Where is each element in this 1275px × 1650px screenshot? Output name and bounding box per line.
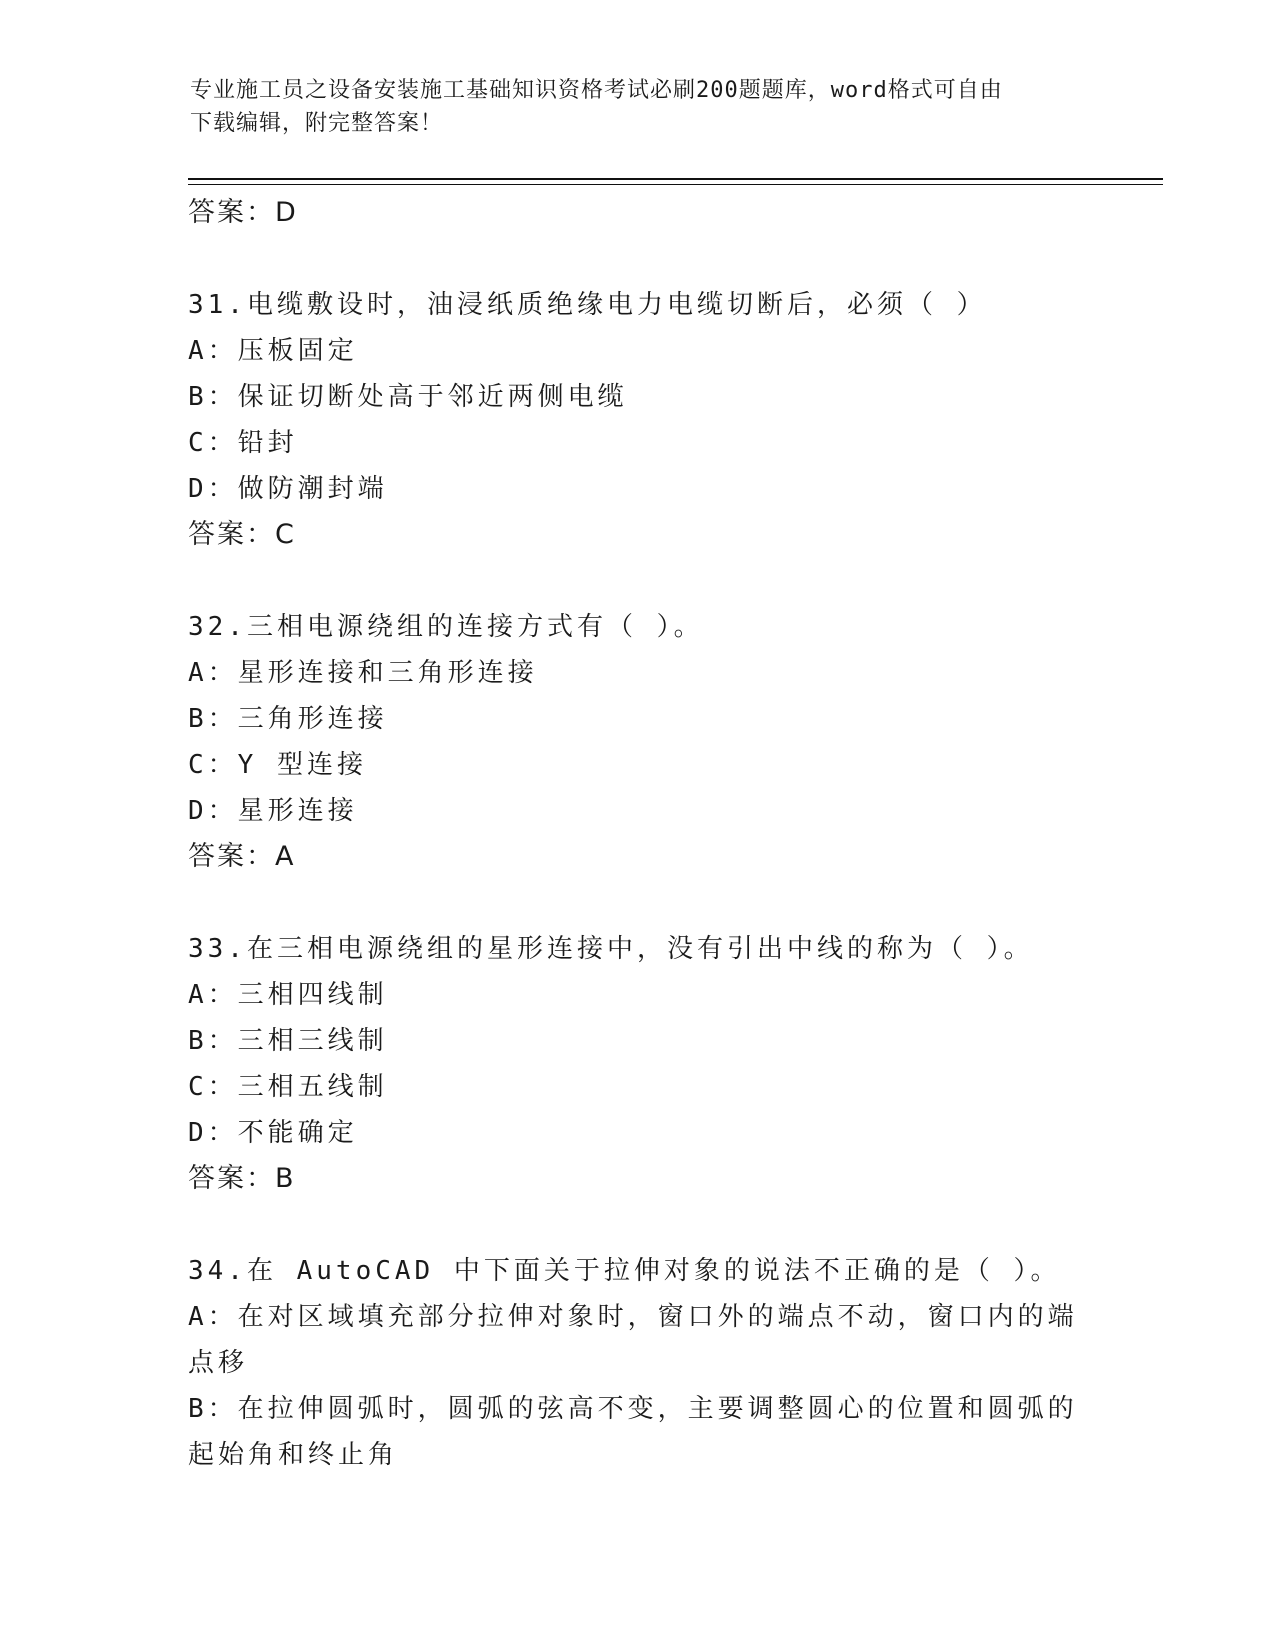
header-line-1: 专业施工员之设备安装施工基础知识资格考试必刷200题题库，word格式可自由 (190, 78, 1003, 103)
question-stem: 31.电缆敷设时，油浸纸质绝缘电力电缆切断后，必须（ ） (188, 290, 987, 320)
answer-line: 答案：A (188, 841, 296, 872)
option-b: B：三角形连接 (188, 704, 388, 734)
header-rule-thick (188, 178, 1163, 180)
option-b: B：三相三线制 (188, 1026, 388, 1056)
option-b: B：保证切断处高于邻近两侧电缆 (188, 382, 628, 412)
answer-line: 答案：B (188, 1163, 296, 1194)
option-a: A：星形连接和三角形连接 (188, 658, 538, 688)
option-a: A：三相四线制 (188, 980, 388, 1010)
document-body (188, 190, 1088, 1478)
answer-line: 答案：C (188, 519, 296, 550)
question-block-31 (188, 282, 1088, 558)
option-b: B：在拉伸圆弧时，圆弧的弦高不变，主要调整圆心的位置和圆弧的起始角和终止角 (188, 1394, 1078, 1470)
option-c: C：三相五线制 (188, 1072, 388, 1102)
question-stem: 32.三相电源绕组的连接方式有（ ）。 (188, 612, 704, 642)
question-block-32 (188, 604, 1088, 880)
option-a: A：压板固定 (188, 336, 358, 366)
option-d: D：做防潮封端 (188, 474, 388, 504)
header-rule-thin (188, 184, 1163, 185)
question-block-34 (188, 1248, 1088, 1478)
option-a: A：在对区域填充部分拉伸对象时，窗口外的端点不动，窗口内的端点移 (188, 1302, 1078, 1378)
header-line-2: 下载编辑，附完整答案！ (190, 111, 444, 136)
question-stem: 34.在 AutoCAD 中下面关于拉伸对象的说法不正确的是（ ）。 (188, 1256, 1061, 1286)
document-header (190, 74, 1090, 140)
question-block-33 (188, 926, 1088, 1202)
option-d: D：不能确定 (188, 1118, 358, 1148)
option-c: C：Y 型连接 (188, 750, 367, 780)
option-d: D：星形连接 (188, 796, 358, 826)
option-c: C：铅封 (188, 428, 298, 458)
answer-line: 答案：D (188, 197, 298, 228)
question-stem: 33.在三相电源绕组的星形连接中，没有引出中线的称为（ ）。 (188, 934, 1034, 964)
